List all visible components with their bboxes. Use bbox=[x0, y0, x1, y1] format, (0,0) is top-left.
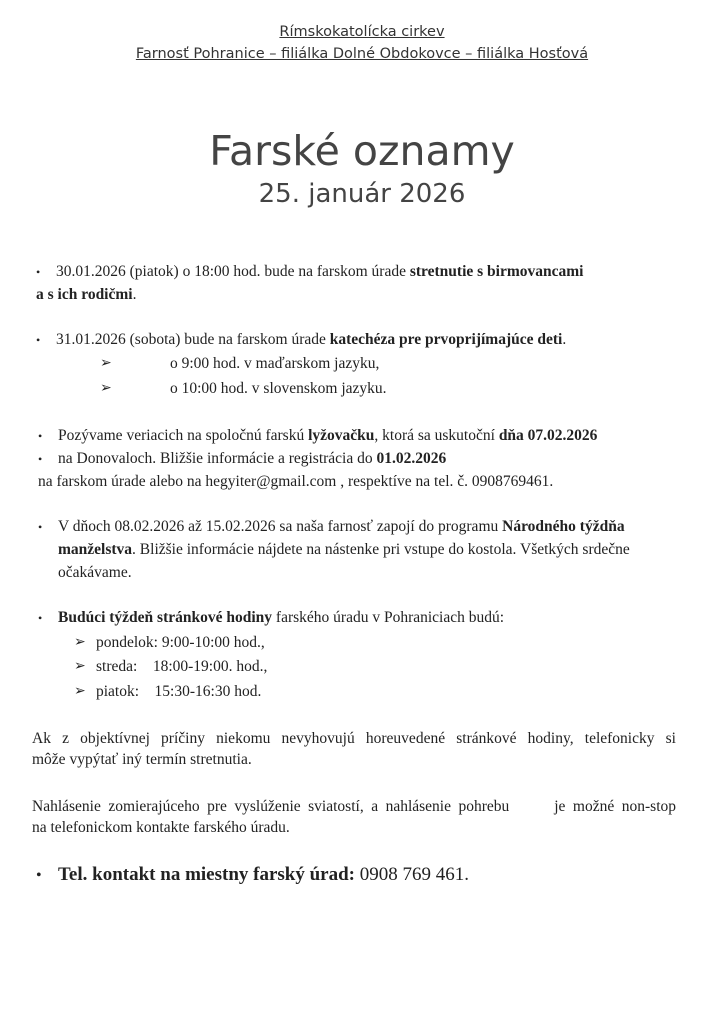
arrow-icon: ➢ bbox=[74, 659, 86, 674]
announcement-3-line-3: na farskom úrade alebo na hegyiter@gmail.com , respektíve na tel. č. 0908769461. bbox=[38, 473, 554, 490]
paragraph-alternative-appointment-line-1: Ak z objektívnej príčiny niekomu nevyhovujú horeuvedené stránkové hodiny, telefonicky si bbox=[32, 730, 676, 747]
announcement-2-line-1: 31.01.2026 (sobota) bude na farskom úrade katechéza pre prvoprijímajúce deti. bbox=[56, 331, 567, 348]
bullet-icon: • bbox=[36, 867, 42, 884]
arrow-icon: ➢ bbox=[100, 356, 112, 371]
announcement-5-line-1: Budúci týždeň stránkové hodiny farského úradu v Pohraniciach budú: bbox=[58, 609, 505, 626]
bullet-icon: • bbox=[38, 452, 43, 466]
arrow-icon: ➢ bbox=[74, 635, 86, 650]
announcement-2-sub-2: o 10:00 hod. v slovenskom jazyku. bbox=[170, 380, 387, 397]
arrow-icon: ➢ bbox=[100, 381, 112, 396]
announcement-2-sub-1: o 9:00 hod. v maďarskom jazyku, bbox=[170, 355, 380, 372]
header-church: Rímskokatolícka cirkev bbox=[279, 24, 445, 40]
paragraph-alternative-appointment-line-2: môže vypýtať iný termín stretnutia. bbox=[32, 751, 252, 768]
bullet-icon: • bbox=[36, 333, 41, 347]
page-date: 25. január 2026 bbox=[258, 179, 466, 209]
office-hours-monday: pondelok: 9:00-10:00 hod., bbox=[96, 634, 265, 651]
bullet-icon: • bbox=[38, 520, 43, 534]
header-parish: Farnosť Pohranice – filiálka Dolné Obdokovce – filiálka Hosťová bbox=[135, 46, 589, 62]
arrow-icon: ➢ bbox=[74, 684, 86, 699]
announcement-1-line-2: a s ich rodičmi. bbox=[36, 286, 137, 303]
contact-phone: Tel. kontakt na miestny farský úrad: 0908 769 461. bbox=[58, 864, 470, 885]
bullet-icon: • bbox=[36, 265, 41, 279]
paragraph-dying-notice-line-2: na telefonickom kontakte farského úradu. bbox=[32, 819, 290, 836]
bullet-icon: • bbox=[38, 611, 43, 625]
announcement-3-line-1: Pozývame veriacich na spoločnú farskú lyžovačku, ktorá sa uskutoční dňa 07.02.2026 bbox=[58, 427, 598, 444]
announcement-4-line-1: V dňoch 08.02.2026 až 15.02.2026 sa naša farnosť zapojí do programu Národného týždňa bbox=[58, 518, 625, 535]
announcement-1-line-1: 30.01.2026 (piatok) o 18:00 hod. bude na farskom úrade stretnutie s birmovancami bbox=[56, 263, 584, 280]
announcement-3-line-2: na Donovaloch. Bližšie informácie a registrácia do 01.02.2026 bbox=[58, 450, 447, 467]
page-title: Farské oznamy bbox=[209, 127, 515, 175]
office-hours-wednesday: streda: 18:00-19:00. hod., bbox=[96, 658, 268, 675]
paragraph-dying-notice-line-1: Nahlásenie zomierajúceho pre vyslúženie sviatostí, a nahlásenie pohrebu je možné non-stop bbox=[32, 798, 676, 815]
bullet-icon: • bbox=[38, 429, 43, 443]
office-hours-friday: piatok: 15:30-16:30 hod. bbox=[96, 683, 262, 700]
announcement-4-line-3: očakávame. bbox=[58, 564, 132, 581]
announcement-4-line-2: manželstva. Bližšie informácie nájdete na nástenke pri vstupe do kostola. Všetkých srdečne bbox=[58, 541, 630, 558]
